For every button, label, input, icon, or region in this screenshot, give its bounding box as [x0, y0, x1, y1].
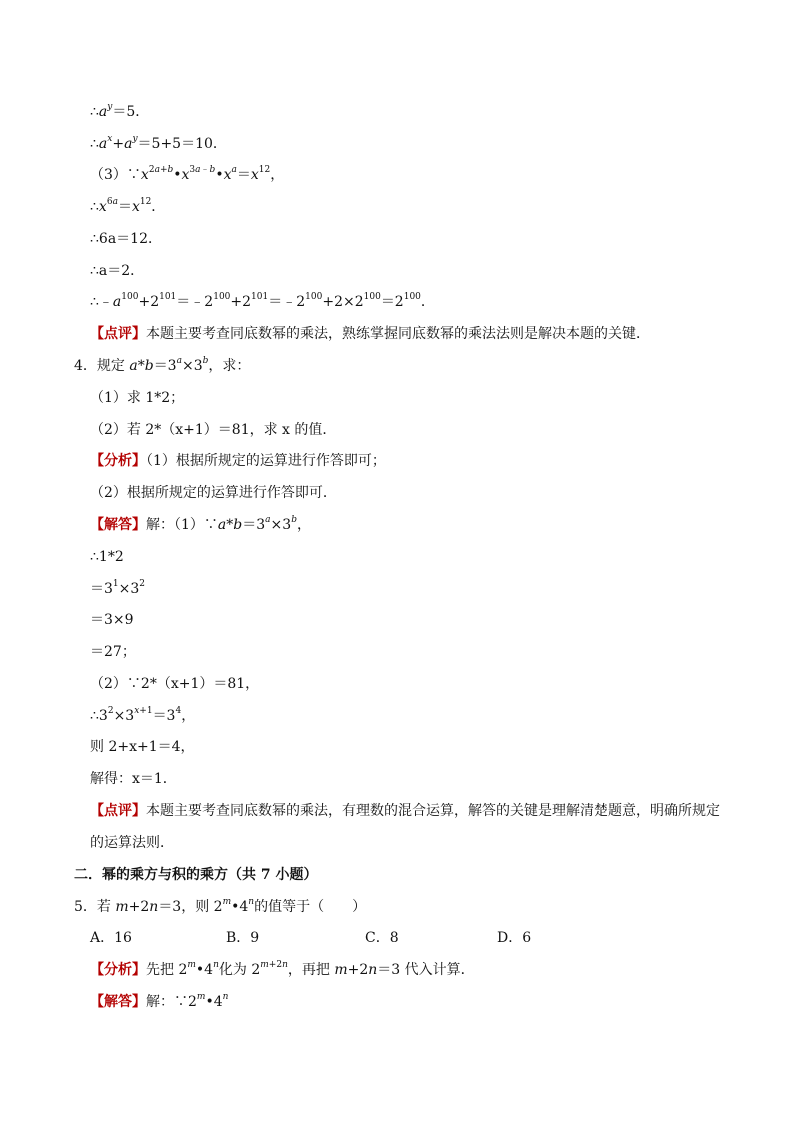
q5-option-b: B．9 [226, 930, 260, 946]
analysis-tag: 【分析】 [90, 453, 146, 469]
question-5: 5．若 m+2n＝3，则 2$^m$•4$^n$的值等于（ ） [74, 896, 367, 915]
q4-part2: （2）若 2*（x+1）＝81，求 x 的值． [90, 422, 337, 438]
analysis-tag-2: 【分析】 [90, 962, 146, 978]
q4-step4: ＝27； [90, 644, 136, 660]
q5-solution: 【解答】解：∵2$^m$•4$^n$ [90, 991, 229, 1010]
q4-comment [90, 802, 720, 820]
solution-tag-2: 【解答】 [90, 994, 146, 1010]
q4-analysis [90, 452, 386, 470]
question-4: 4．规定 $a*b=3^a\times 3^b$，求： [74, 355, 251, 374]
analysis-text: （1）根据所规定的运算进行作答即可； [146, 453, 386, 469]
q4-step3: ＝3×9 [90, 612, 134, 628]
q5-option-a: A．16 [90, 930, 132, 946]
line-ay-equals-5: $\therefore a^y=5$． [90, 101, 150, 120]
comment-text-2: 本题主要考查同底数幂的乘法，有理数的混合运算，解答的关键是理解清楚题意，明确所规定 [146, 803, 720, 819]
q4-step8: 解得：x＝1． [90, 771, 177, 787]
comment-text: 本题主要考查同底数幂的乘法，熟练掌握同底数幂的乘法法则是解决本题的关键． [146, 326, 650, 342]
q4-step1: ∴1*2 [90, 549, 124, 565]
line-part3-given: $(3)\because x^{2a+b}•x^{3a﹣b}•x^a=x^{12}$， [90, 164, 285, 183]
q4-comment-2: 的运算法则． [90, 835, 174, 851]
line-ax-plus-ay: $\therefore a^x+a^y=5+5=10$． [90, 133, 227, 152]
section-2-title: 二．幂的乘方与积的乘方（共 7 小题） [74, 867, 318, 883]
q4-step7: 则 2+x+1＝4， [90, 739, 195, 755]
q5-option-c: C．8 [365, 930, 399, 946]
q4-step5: （2）∵2*（x+1）＝81， [90, 676, 260, 692]
comment-tag: 【点评】 [90, 326, 146, 342]
comment-q3 [90, 325, 650, 343]
q4-solution: 【解答】解：$(1)\because a*b=3^a\times 3^b$， [90, 514, 311, 533]
line-x6a: $\therefore x^{6a}=x^{12}$． [90, 196, 166, 215]
q5-option-d: D．6 [497, 930, 532, 946]
solution-tag: 【解答】 [90, 517, 146, 533]
comment-tag-2: 【点评】 [90, 803, 146, 819]
line-final-calc: $\therefore﹣a^{100}+2^{101}=﹣2^{100}+2^{101}=﹣2^{100}+2\times 2^{100}=2^{100}$． [90, 291, 435, 310]
q4-step2: $=3^1\times 3^2$ [90, 578, 146, 597]
q4-part1: （1）求 1*2； [90, 390, 185, 406]
q5-analysis: 【分析】先把 2$^m$•4$^n$化为 $2^{m+2n}$，再把 m+2n＝3 代入计算． [90, 959, 475, 978]
line-6a-12: ∴6a＝12． [90, 231, 162, 247]
line-a-2: ∴a＝2． [90, 263, 145, 279]
q4-step6: $\therefore 3^2\times 3^{x+1}=3^4$， [90, 705, 196, 724]
q4-analysis-2: （2）根据所规定的运算进行作答即可． [90, 485, 337, 501]
